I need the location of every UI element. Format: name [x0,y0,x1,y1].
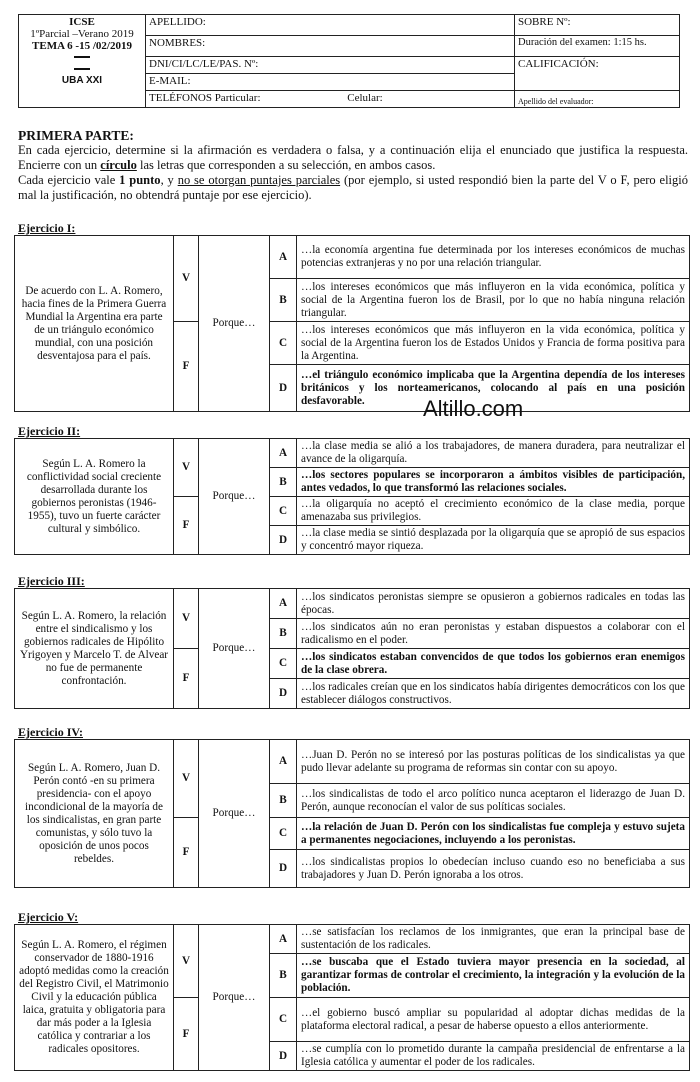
option-text: …la clase media se alió a los trabajadores, de manera duradera, para neutralizar el avance de la oligarquía. [297,439,690,468]
false-option[interactable]: F [174,998,199,1071]
instructions-text: (por ejemplo, si usted respondió bien la parte del V o F, pero eligió mal la justificación, no obtendrá puntaje por ese ejercicio). [18,173,688,202]
porque-label: Porque… [199,740,270,888]
option-letter[interactable]: D [270,365,297,412]
option-letter[interactable]: D [270,1042,297,1071]
option-text: …el triángulo económico implicaba que la Argentina dependía de los intereses británicos y los norteamericanos, colocando al país en una posición desfavorable. [297,365,690,412]
instructions-text: las letras que corresponden a su selección, en ambos casos. [136,158,436,172]
false-option[interactable]: F [174,649,199,709]
sobre-field[interactable]: SOBRE Nº: [515,15,680,36]
course-name: ICSE [69,16,95,28]
option-text: …los intereses económicos que más influyeron en la vida económica, política y social de la Argentina fueron los de Estados Unidos y Francia de forma positiva para la Argentina. [297,322,690,365]
exercise-title: Ejercicio V: [18,910,79,924]
dni-field[interactable]: DNI/CI/LC/LE/PAS. Nº: [146,57,515,74]
true-option[interactable]: V [174,925,199,998]
course-info [19,15,146,108]
section-title: PRIMERA PARTE: [18,128,134,143]
exercise-statement: Según L. A. Romero, Juan D. Perón contó -en su primera presidencia- con el apoyo incondicional de la mayoría de los sindicalistas, en gran parte comunistas, y sólo tuvo la oposición de unos pocos rebeldes. [15,740,174,888]
instructions-p2 [18,173,688,203]
exercise-table [14,235,690,412]
exercise-title: Ejercicio IV: [18,725,83,739]
porque-label: Porque… [199,925,270,1071]
false-option[interactable]: F [174,497,199,555]
true-option[interactable]: V [174,740,199,818]
option-letter[interactable]: D [270,850,297,888]
option-letter[interactable]: B [270,619,297,649]
exam-name: 1ºParcial –Verano 2019 [30,28,134,40]
exercise-table [14,739,690,888]
option-letter[interactable]: B [270,279,297,322]
option-letter[interactable]: C [270,818,297,850]
option-letter[interactable]: B [270,954,297,998]
watermark-text: Altillo.com [423,396,524,421]
porque-label: Porque… [199,439,270,555]
exercise-table [14,924,690,1071]
uba-logo-icon [74,56,90,70]
option-text: …la economía argentina fue determinada por los intereses económicos de muchas potencias extranjeras y no por una relación triangular. [297,236,690,279]
exercise-table [14,588,690,709]
option-text: …los sindicalistas propios lo obedecían incluso cuando eso no beneficiaba a sus trabajadores y Juan D. Perón ignoraba a los otros. [297,850,690,888]
evaluador-field[interactable]: Apellido del evaluador: [515,91,680,108]
option-text: …los sindicatos aún no eran peronistas y estaban dispuestos a colaborar con el radicalismo en el poder. [297,619,690,649]
nombres-field[interactable]: NOMBRES: [146,36,515,57]
exercise-title: Ejercicio III: [18,574,85,588]
exam-header [18,14,680,108]
option-letter[interactable]: D [270,679,297,709]
true-option[interactable]: V [174,236,199,322]
true-option[interactable]: V [174,589,199,649]
calificacion-field[interactable]: CALIFICACIÓN: [515,57,680,91]
option-text: …se buscaba que el Estado tuviera mayor presencia en la sociedad, al garantizar formas de controlar el crecimiento, la integración y la evolución de la población. [297,954,690,998]
porque-label: Porque… [199,589,270,709]
option-text: …los radicales creían que en los sindicatos había dirigentes democráticos con los que establecer diálogos constructivos. [297,679,690,709]
option-text: …los intereses económicos que más influyeron en la vida económica, política y social de la Argentina fueron los de Brasil, por lo que no había ninguna relación triangular. [297,279,690,322]
option-text: …los sindicalistas de todo el arco político nunca aceptaron el liderazgo de Juan D. Perón, aunque reconocían el valor de sus políticas sociales. [297,784,690,818]
telefonos-label: TELÉFONOS Particular: [149,92,261,104]
option-letter[interactable]: C [270,998,297,1042]
exercise-statement: Según L. A. Romero la conflictividad social creciente desarrollada durante los gobiernos peronistas (1946-1955), tuvo un fuerte carácter cultural y simbólico. [15,439,174,555]
email-field[interactable]: E-MAIL: [146,74,515,91]
option-text: …los sindicatos peronistas siempre se opusieron a gobiernos radicales en todas las épocas. [297,589,690,619]
option-text: …la clase media se sintió desplazada por la oligarquía que se apropió de sus espacios y concentró mayor riqueza. [297,526,690,555]
porque-label: Porque… [199,236,270,412]
option-text: …se cumplía con lo prometido durante la campaña presidencial de enfrentarse a la Iglesia católica y aumentar el poder de los radicales. [297,1042,690,1071]
exercise-statement: De acuerdo con L. A. Romero, hacia fines de la Primera Guerra Mundial la Argentina era parte de un triángulo económico mundial, con una posición desventajosa para el país. [15,236,174,412]
instructions-text: Cada ejercicio vale [18,173,120,187]
instructions [18,128,688,203]
option-letter[interactable]: A [270,236,297,279]
exercise-statement: Según L. A. Romero, el régimen conservador de 1880-1916 adoptó medidas como la creación del Registro Civil, el Matrimonio Civil y la educación pública laica, gratuita y obligatoria para dar más poder a la Iglesia católica y contrariar a los radicales opositores. [15,925,174,1071]
option-text: …el gobierno buscó ampliar su popularidad al adoptar dichas medidas de la plataforma electoral radical, a pesar de haberse opuesto a ellos anteriormente. [297,998,690,1042]
instructions-emphasis: 1 punto [119,173,161,187]
option-letter[interactable]: A [270,925,297,954]
option-text: …la oligarquía no aceptó el crecimiento económico de la clase media, porque amenazaba sus privilegios. [297,497,690,526]
instructions-emphasis: círculo [100,158,137,172]
exercise-statement: Según L. A. Romero, la relación entre el sindicalismo y los gobiernos radicales de Hipólito Yrigoyen y Marcelo T. de Alvear no fue de permanente confrontación. [15,589,174,709]
option-letter[interactable]: B [270,784,297,818]
option-text: …los sectores populares se incorporaron a ámbitos visibles de participación, antes vedados, lo que transformó las relaciones sociales. [297,468,690,497]
option-letter[interactable]: A [270,439,297,468]
false-option[interactable]: F [174,818,199,888]
option-letter[interactable]: C [270,497,297,526]
false-option[interactable]: F [174,322,199,412]
apellido-field[interactable]: APELLIDO: [146,15,515,36]
option-letter[interactable]: A [270,740,297,784]
exercise-title: Ejercicio I: [18,221,76,235]
option-text: …se satisfacían los reclamos de los inmigrantes, que eran la principal base de sustentación de los radicales. [297,925,690,954]
exam-tema: TEMA 6 -15 /02/2019 [32,40,132,52]
option-letter[interactable]: D [270,526,297,555]
celular-label: Celular: [347,92,383,104]
option-letter[interactable]: A [270,589,297,619]
uba-logo [22,56,142,87]
instructions-text: , y [160,173,178,187]
instructions-emphasis: no se otorgan puntajes parciales [177,173,341,187]
instructions-text: En cada ejercicio, determine si la afirmación es verdadera o falsa, y a continuación elija el enunciado que justifica la respuesta. Encierre con un [18,143,688,172]
option-letter[interactable]: C [270,322,297,365]
exercise-title: Ejercicio II: [18,424,81,438]
duracion-label: Duración del examen: 1:15 hs. [515,36,680,57]
option-text: …los sindicatos estaban convencidos de que todos los gobiernos eran enemigos de la clase obrera. [297,649,690,679]
exercise-table [14,438,690,555]
option-text: …Juan D. Perón no se interesó por las posturas políticas de los sindicalistas ya que pudo llevar adelante su programa de reformas sin contar con su apoyo. [297,740,690,784]
option-letter[interactable]: B [270,468,297,497]
instructions-p1 [18,143,688,173]
uba-logo-text: UBA XXI [61,75,103,86]
option-letter[interactable]: C [270,649,297,679]
true-option[interactable]: V [174,439,199,497]
telefonos-field[interactable] [146,91,515,108]
option-text: …la relación de Juan D. Perón con los sindicalistas fue compleja y estuvo sujeta a permanentes negociaciones, incluyendo a los peronistas. [297,818,690,850]
